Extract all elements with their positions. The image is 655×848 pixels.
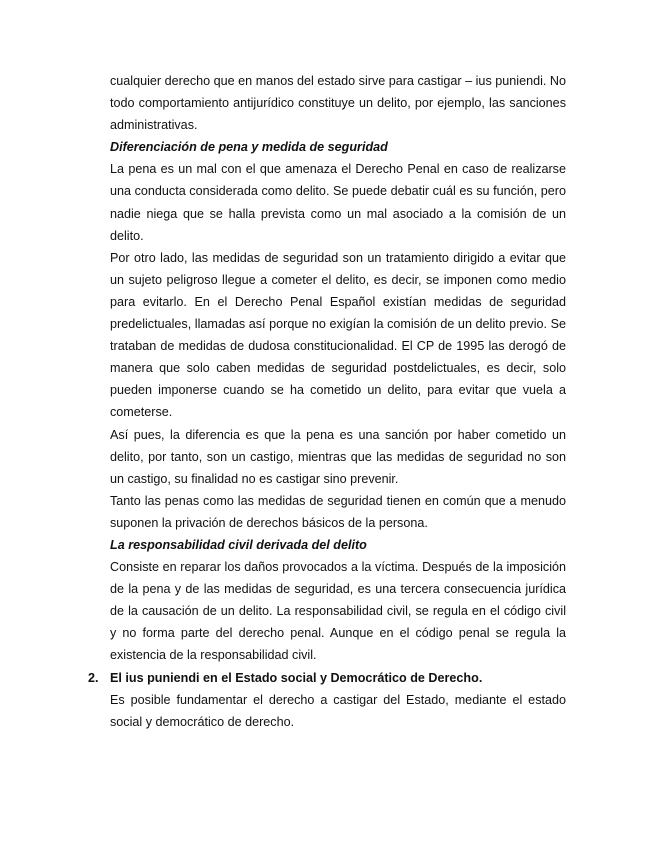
section-heading-ius-puniendi [88,667,566,689]
paragraph-medidas-seguridad: Por otro lado, las medidas de seguridad son un tratamiento dirigido a evitar que un sujeto peligroso llegue a cometer el delito, es decir, se imponen como medio para evitarlo. En el Derecho Penal Español existían medidas de seguridad predelictuales, llamadas así porque no exigían la comisión de un delito previo. Se trataban de medidas de dudosa constitucionalidad. El CP de 1995 las derogó de manera que solo caben medidas de seguridad postdelictuales, es decir, solo pueden imponerse cuando se ha cometido un delito, para evitar que vuela a cometerse. [110,250,566,420]
paragraph-responsabilidad-civil: Consiste en reparar los daños provocados a la víctima. Después de la imposición de la pena y de las medidas de seguridad, es una tercera consecuencia jurídica de la causación de un delito. La responsabilidad civil, se regula en el código civil y no forma parte del derecho penal. Aunque en el código penal se regula la existencia de la responsabilidad civil. [110,560,566,663]
paragraph-diferencia: Así pues, la diferencia es que la pena es una sanción por haber cometido un delito, por tanto, son un castigo, mientras que las medidas de seguridad no son un castigo, su finalidad no es castigar sino prevenir. [110,427,566,486]
section-number: 2. [88,670,99,685]
subheading-responsabilidad-civil: La responsabilidad civil derivada del delito [110,537,367,552]
subheading-pena-medida: Diferenciación de pena y medida de seguridad [110,140,388,155]
paragraph-fundamentar: Es posible fundamentar el derecho a castigar del Estado, mediante el estado social y democrático de derecho. [110,692,566,729]
section-title: El ius puniendi en el Estado social y Democrático de Derecho. [110,670,483,685]
document-page [88,70,566,733]
paragraph-pena: La pena es un mal con el que amenaza el Derecho Penal en caso de realizarse una conducta considerada como delito. Se puede debatir cuál es su función, pero nadie niega que se halla prevista como un mal asociado a la comisión de un delito. [110,162,566,243]
paragraph-ius-puniendi: cualquier derecho que en manos del estado sirve para castigar – ius puniendi. No todo comportamiento antijurídico constituye un delito, por ejemplo, las sanciones administrativas. [110,74,566,133]
paragraph-en-comun: Tanto las penas como las medidas de seguridad tienen en común que a menudo suponen la privación de derechos básicos de la persona. [110,493,566,530]
